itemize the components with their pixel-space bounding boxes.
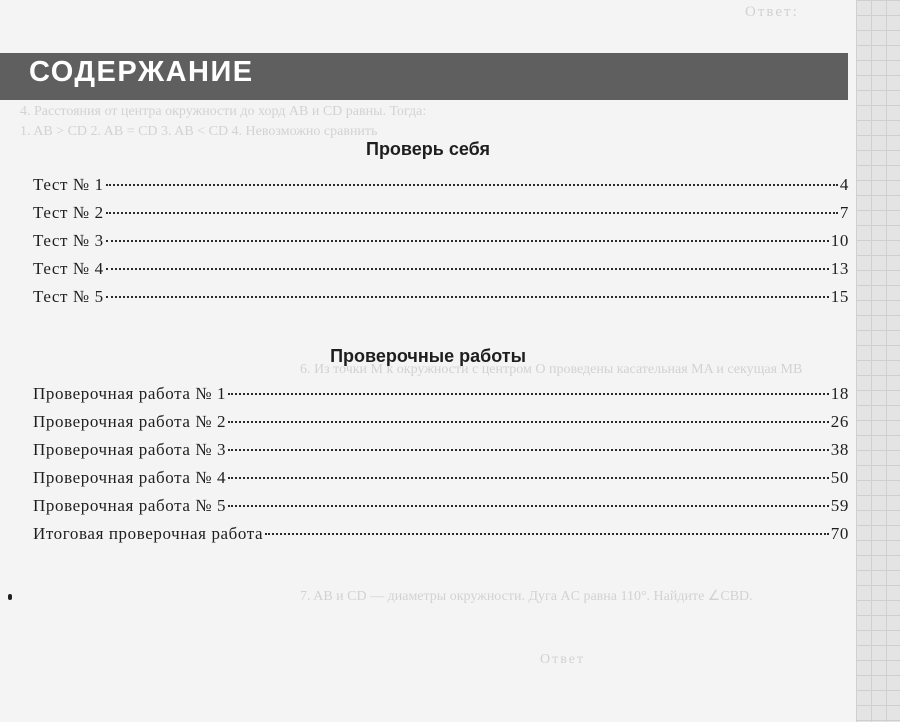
toc-entry[interactable]: [33, 259, 849, 287]
dot-leader: [106, 268, 829, 270]
page-title: СОДЕРЖАНИЕ: [29, 56, 254, 88]
section-title-check-works: Проверочные работы: [330, 346, 526, 366]
toc-entry-page: 59: [830, 496, 849, 515]
toc-entry[interactable]: [33, 175, 849, 203]
toc-entry-label: Итоговая проверочная работа: [33, 524, 264, 543]
bleed-chord-text: 4. Расстояния от центра окружности до хорд AB и CD равны. Тогда:: [20, 104, 427, 119]
bleed-answer-top: Ответ:: [745, 4, 799, 20]
toc-entry-label: Тест № 4: [33, 259, 104, 278]
bleed-tangent-text: 6. Из точки M к окружности с центром O проведены касательная MA и секущая MB: [300, 362, 803, 377]
toc-entry-page: 70: [830, 524, 849, 543]
dot-leader: [228, 449, 829, 451]
dot-leader: [106, 296, 829, 298]
section-title-self-check: Проверь себя: [366, 139, 490, 159]
toc-entry[interactable]: [33, 384, 849, 412]
toc-entry-label: Проверочная работа № 2: [33, 412, 227, 431]
toc-entry-page: 15: [830, 287, 849, 306]
dot-leader: [228, 505, 829, 507]
bleed-diameter-text: 7. AB и CD — диаметры окружности. Дуга AC равна 110°. Найдите ∠CBD.: [300, 589, 753, 604]
toc-entry[interactable]: [33, 496, 849, 524]
dot-leader: [228, 477, 829, 479]
toc-entry-page: 50: [830, 468, 849, 487]
toc-entry-page: 10: [830, 231, 849, 250]
dot-leader: [228, 393, 829, 395]
dot-leader: [228, 421, 829, 423]
toc-entry-page: 4: [839, 175, 849, 194]
dot-leader: [265, 533, 829, 535]
toc-entry-label: Тест № 5: [33, 287, 104, 306]
toc-entry-label: Проверочная работа № 4: [33, 468, 227, 487]
toc-entry[interactable]: [33, 468, 849, 496]
dot-leader: [106, 212, 838, 214]
toc-entry[interactable]: [33, 203, 849, 231]
toc-entry-label: Проверочная работа № 5: [33, 496, 227, 515]
toc-entry-page: 18: [830, 384, 849, 403]
toc-entry[interactable]: [33, 287, 849, 315]
toc-entry-label: Тест № 2: [33, 203, 104, 222]
toc-entry[interactable]: [33, 231, 849, 259]
dot-leader: [106, 184, 838, 186]
toc-list-tests: [33, 175, 849, 315]
toc-entry[interactable]: [33, 412, 849, 440]
toc-entry-page: 13: [830, 259, 849, 278]
toc-entry-label: Тест № 3: [33, 231, 104, 250]
toc-entry-page: 38: [830, 440, 849, 459]
toc-entry-page: 7: [839, 203, 849, 222]
toc-entry-page: 26: [830, 412, 849, 431]
bleed-answer-bottom: Ответ: [540, 652, 586, 667]
toc-entry-label: Тест № 1: [33, 175, 104, 194]
toc-list-check-works: [33, 384, 849, 552]
next-page-grid-edge: [856, 0, 900, 722]
toc-entry[interactable]: [33, 524, 849, 552]
ink-mark: [8, 594, 12, 600]
toc-entry[interactable]: [33, 440, 849, 468]
dot-leader: [106, 240, 829, 242]
toc-entry-label: Проверочная работа № 1: [33, 384, 227, 403]
bleed-options-text: 1. AB > CD 2. AB = CD 3. AB < CD 4. Невозможно сравнить: [20, 124, 378, 139]
toc-entry-label: Проверочная работа № 3: [33, 440, 227, 459]
